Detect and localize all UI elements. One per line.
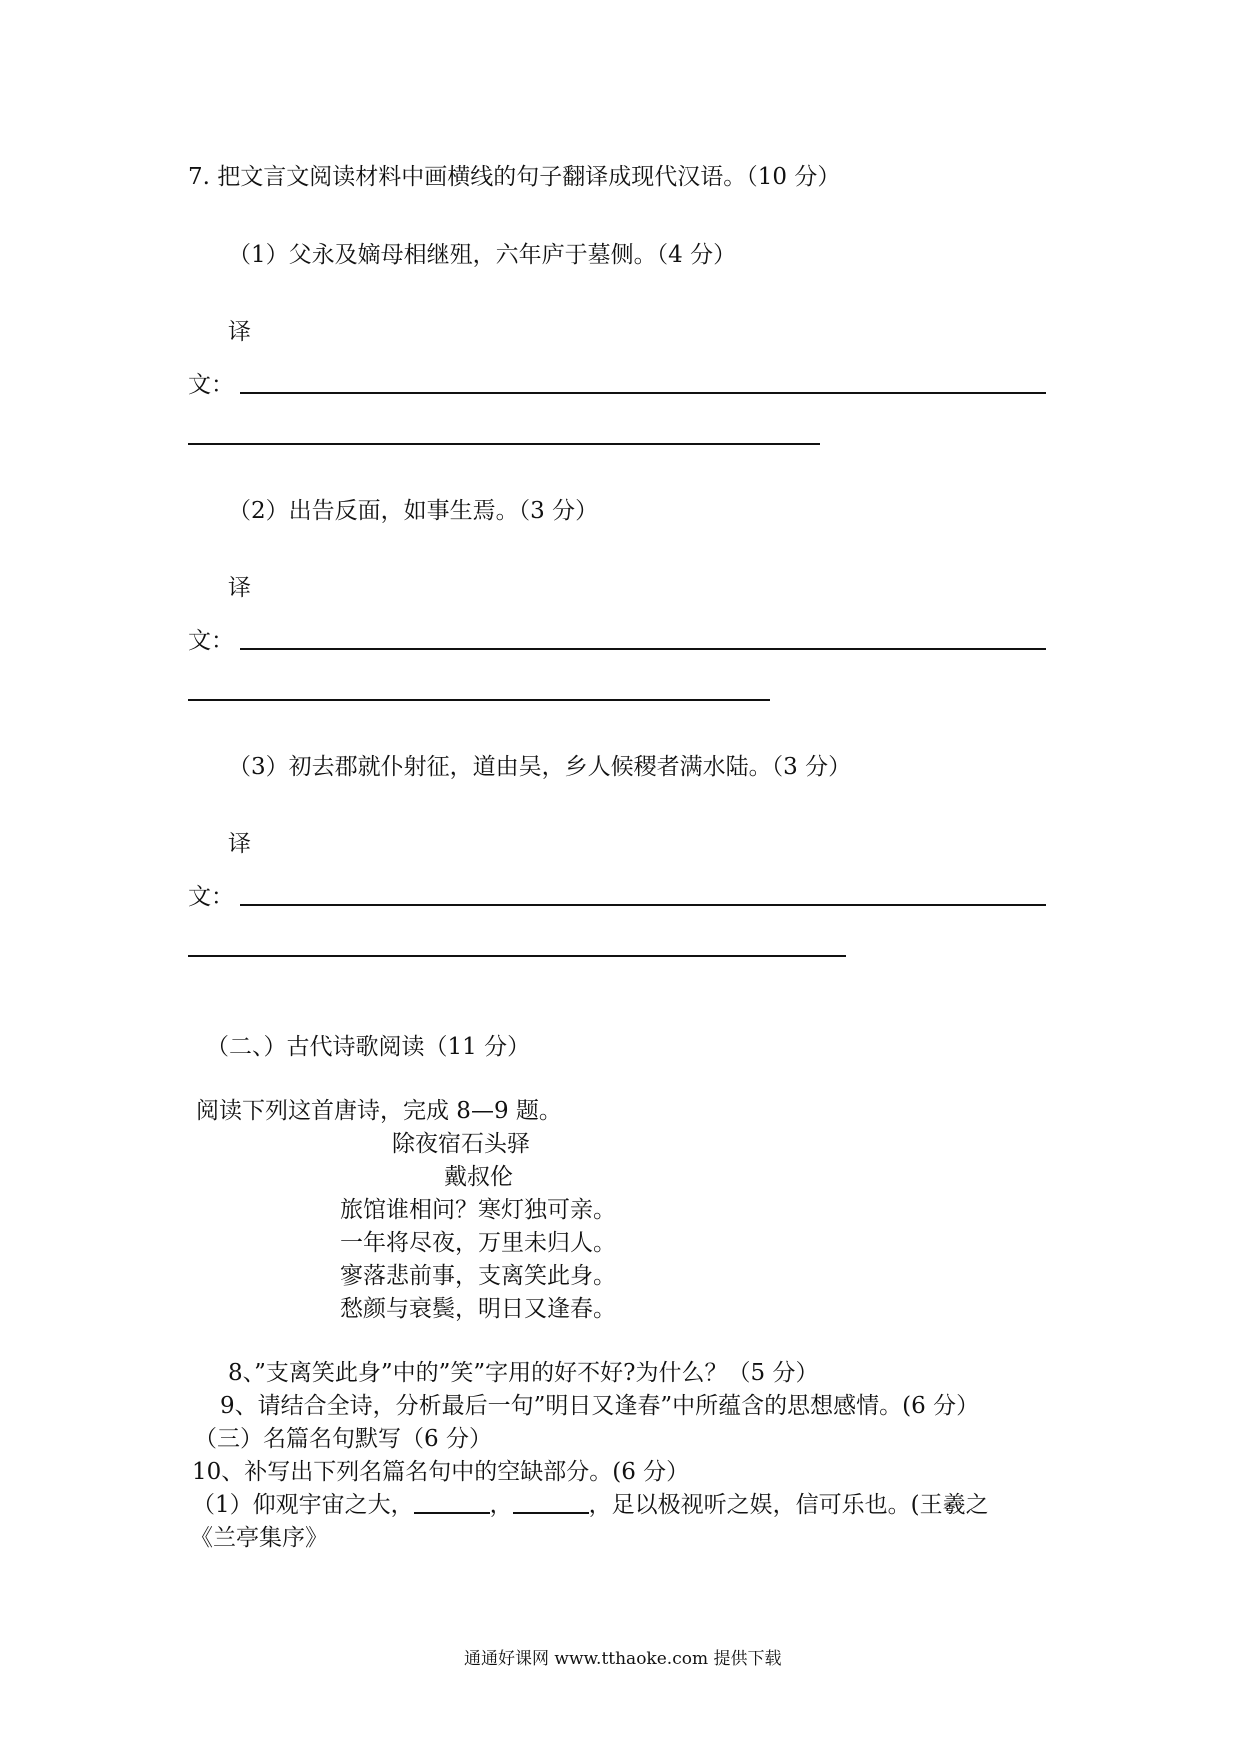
section3-heading: （三）名篇名句默写（6 分） <box>194 1426 492 1452</box>
fill-blank[interactable] <box>513 1490 589 1514</box>
q7-item2-prompt: （2）出告反面，如事生焉。（3 分） <box>228 498 599 524</box>
answer-line[interactable] <box>240 392 1046 394</box>
fill-blank[interactable] <box>414 1490 490 1514</box>
q10-item1-sep: ， <box>489 1492 513 1518</box>
q10-item1-after: ，足以极视听之娱，信可乐也。(王羲之 <box>588 1492 989 1518</box>
translation-label-bottom: 文： <box>188 884 234 910</box>
q7-item3-prompt: （3）初去郡就仆射征，道由吴，乡人候稷者满水陆。（3 分） <box>228 754 852 780</box>
q7-title: 7. 把文言文阅读材料中画横线的句子翻译成现代汉语。（10 分） <box>188 164 841 190</box>
section2-instruction: 阅读下列这首唐诗，完成 8—9 题。 <box>196 1098 562 1124</box>
answer-line[interactable] <box>188 443 820 445</box>
poem-line: 寥落悲前事，支离笑此身。 <box>340 1263 616 1289</box>
translation-label-bottom: 文： <box>188 372 234 398</box>
q10-item1-before: （1）仰观宇宙之大， <box>192 1492 414 1518</box>
q10-item1-source: 《兰亭集序》 <box>190 1525 328 1551</box>
poem-title: 除夜宿石头驿 <box>392 1131 530 1157</box>
translation-label-top: 译 <box>228 319 251 345</box>
question-10: 10、补写出下列名篇名句中的空缺部分。(6 分） <box>192 1459 690 1485</box>
q7-item1-prompt: （1）父永及嫡母相继殂，六年庐于墓侧。（4 分） <box>228 242 737 268</box>
poem-author: 戴叔伦 <box>444 1164 513 1190</box>
q10-item1 <box>192 1490 989 1520</box>
section2-heading: （二、）古代诗歌阅读（11 分） <box>206 1034 531 1060</box>
poem-line: 旅馆谁相问？寒灯独可亲。 <box>340 1197 616 1223</box>
page-footer: 通通好课网 www.tthaoke.com 提供下载 <box>464 1649 782 1669</box>
poem-line: 愁颜与衰鬓，明日又逢春。 <box>340 1296 616 1322</box>
translation-label-top: 译 <box>228 831 251 857</box>
answer-line[interactable] <box>188 955 846 957</box>
question-8: 8、”支离笑此身”中的”笑”字用的好不好?为什么？（5 分） <box>228 1360 819 1386</box>
answer-line[interactable] <box>188 699 770 701</box>
translation-label-top: 译 <box>228 575 251 601</box>
question-9: 9、请结合全诗，分析最后一句”明日又逢春”中所蕴含的思想感情。(6 分） <box>220 1393 980 1419</box>
translation-label-bottom: 文： <box>188 628 234 654</box>
answer-line[interactable] <box>240 904 1046 906</box>
poem-line: 一年将尽夜，万里未归人。 <box>340 1230 616 1256</box>
answer-line[interactable] <box>240 648 1046 650</box>
